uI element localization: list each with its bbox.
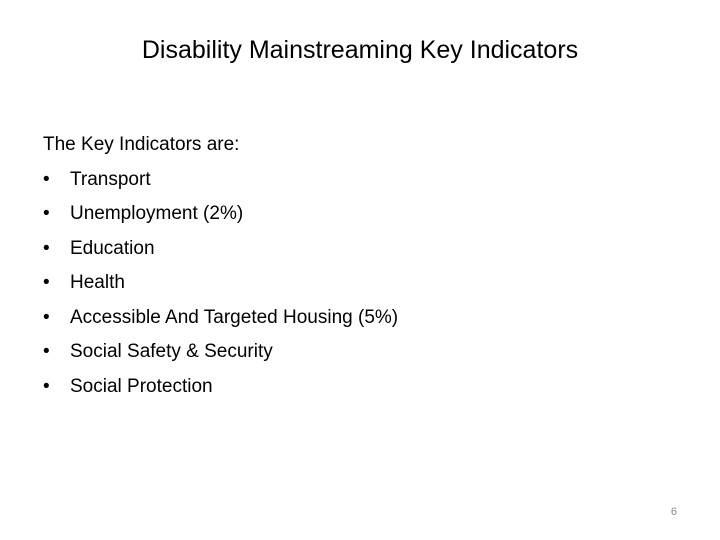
bullet-icon: • [43,306,50,328]
bullet-icon: • [43,375,50,397]
slide-title: Disability Mainstreaming Key Indicators [141,36,579,64]
list-item-label: Social Safety & Security [70,341,273,362]
list-item [43,166,683,201]
list-item [43,200,683,235]
list-item-label: Health [70,272,125,293]
bullet-icon: • [43,203,50,224]
list-item [43,304,683,339]
page-number: 6 [670,506,677,518]
list-item [43,269,683,304]
list-item [43,338,683,373]
slide-body [43,131,683,407]
bullet-icon: • [43,168,50,190]
bullet-icon: • [43,237,50,259]
list-item-label: Accessible And Targeted Housing (5%) [70,306,399,328]
intro-text: The Key Indicators are: [43,134,240,155]
list-item [43,373,683,408]
bullet-icon: • [43,272,50,293]
list-item [43,235,683,270]
list-item-label: Unemployment (2%) [70,203,244,224]
indicator-list [43,166,683,408]
list-item-label: Education [70,237,155,259]
list-item-label: Transport [70,168,151,190]
list-item-label: Social Protection [70,375,213,397]
bullet-icon: • [43,341,50,362]
